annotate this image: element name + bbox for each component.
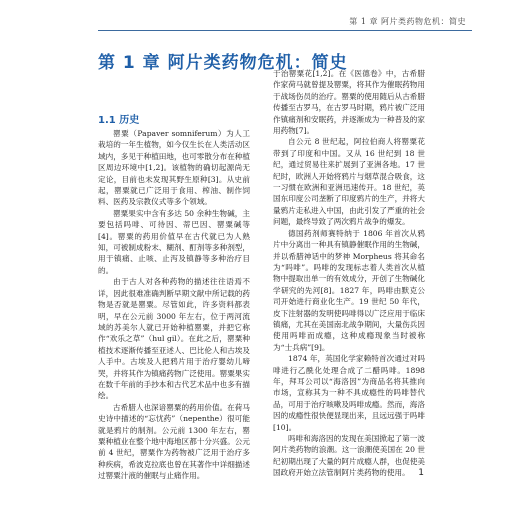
paragraph: 1874 年，英国化学家赖特首次通过对吗啡进行乙酰化处理合成了二醋吗啡。1898 年，拜耳公司以“海洛因”为商品名将其推向市场，宣称其为一种不具成瘾性的吗啡替代品，可用于治疗咳嗽及吗啡成瘾。然而，海洛因的成瘾性很快便显现出来，且远远强于吗啡[10]。	[273, 354, 425, 432]
right-column	[273, 68, 425, 488]
paragraph: 于治罂粟花[1,2]。在《医德卷》中，古希腊作家荷马就曾提及罂粟，将其作为催眠药物用于战场伤员的治疗。罂粟的使用随后从古希腊传播至古罗马，在古罗马时期，鸦片被广泛用作镇痛剂和安眠药，并逐渐成为一种普及的家用药物[7]。	[273, 69, 425, 136]
chapter-title: 第 1 章 阿片类药物危机：简史	[98, 53, 348, 73]
page-number: 1	[418, 468, 424, 478]
paragraph: 罂粟（Papaver somniferum）为人工栽培的一年生植物，如今仅生长在人类活动区域内，多见于种植田地，也可零散分布在种植区周边环境中[1,2]。该植物的确切起源尚无定论，目前也未发现其野生原种[3]。从史前起，罂粟就已广泛用于食用、榨油、制作饲料、医药及宗教仪式等多个领域。	[98, 129, 250, 207]
paragraph: 吗啡和海洛因的发现在美国掀起了第一波阿片类药物的浪潮。这一浪潮使美国在 20 世纪初期出现了大量的阿片成瘾人群，也促使美国政府开始立法管制阿片类药物的使用。	[273, 434, 425, 478]
paragraph: 德国药剂师赛特纳于 1806 年首次从鸦片中分离出一种具有镇静催眠作用的生物碱，并以希腊神话中的梦神 Morpheus 将其命名为“吗啡”。吗啡的发现标志着人类首次从植物中提取出单一的有效成分，开创了生物碱化学研究的先河[8]。1827 年，吗啡由默克公司开始进行商业化生产。19 世纪 50 年代，皮下注射器的发明使吗啡得以广泛应用于临床镇痛，尤其在美国南北战争期间，大量伤兵因使用吗啡而成瘾，这种成瘾现象当时被称为“士兵病”[9]。	[273, 228, 425, 352]
paragraph: 古希腊人也深谙罂粟的药用价值。在荷马史诗中描述的“忘忧药”（nepenthe）很可能就是鸦片的制剂。公元前 1300 年左右，罂粟种植业在整个地中海地区都十分兴盛。公元前 4 世纪，罂粟作为药物被广泛用于治疗多种疾病，希波克拉底也曾在其著作中详细描述过罂粟汁液的催眠与止痛作用。	[98, 402, 250, 481]
running-head: 第 1 章 阿片类药物危机：简史	[349, 17, 466, 26]
paragraph: 自公元 8 世纪起，阿拉伯商人将罂粟花带到了印度和中国。又从 16 世纪到 18 世纪，通过贸易往来扩展到了亚洲各地。17 世纪时，欧洲人开始将鸦片与烟草混合吸食，这一习惯在欧洲和亚洲迅速传开。18 世纪，英国东印度公司垄断了印度鸦片的生产，并将大量鸦片走私进入中国，由此引发了严重的社会问题，最终导致了两次鸦片战争的爆发。	[273, 137, 425, 227]
section-title: 1.1 历史	[98, 115, 140, 126]
left-column	[98, 128, 250, 488]
paragraph: 罂粟果实中含有多达 50 余种生物碱，主要包括吗啡、可待因、蒂巴因、罂粟碱等[4]。罂粟的药用价值早在古代就已为人熟知，可被制成粉末、糊剂、酊剂等多种剂型，用于镇痛、止咳、止泻及镇静等多种治疗目的。	[98, 208, 250, 275]
paragraph: 由于古人对各种药物的描述往往语焉不详，因此很难准确判断早期文献中所记载的药物是否就是罂粟。尽管如此，许多资料都表明，早在公元前 3000 年左右，位于两河流域的苏美尔人就已开始种植罂粟，并把它称作“欢乐之草”（hul gil）。在此之后，罂粟种植技术逐渐传播至亚述人、巴比伦人和古埃及人手中。古埃及人把鸦片用于治疗婴幼儿啼哭，并将其作为镇痛药物广泛使用。罂粟果实在数千年前的手抄本和古代艺术品中也多有描绘。	[98, 277, 250, 401]
header-rule	[98, 30, 472, 31]
